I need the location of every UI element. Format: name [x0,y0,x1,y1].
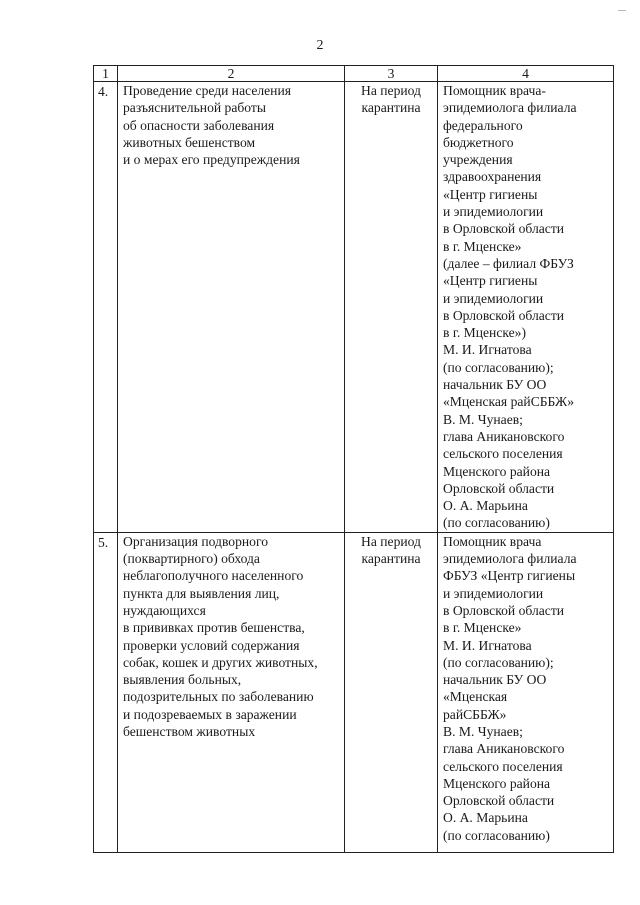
text-line: Помощник врача- [443,83,546,98]
text-line: карантина [361,551,421,567]
activity-cell [118,82,345,533]
text-line: и эпидемиологии [443,290,544,306]
text-line: сельского поселения [443,758,563,774]
text-line: Мценского района [443,775,551,791]
text-line: «Центр гигиены [443,186,538,202]
text-line: (поквартирного) обхода [123,551,260,567]
row-number: 5. [94,532,118,852]
text-line: и подозреваемых в заражении [123,706,297,722]
text-line: (по согласованию) [443,515,550,531]
responsible-cell [438,532,614,852]
text-line: «Центр гигиены [443,273,538,289]
text-line: бешенством животных [123,723,256,739]
text-line: (по согласованию); [443,359,554,375]
text-line: в Орловской области [443,602,565,618]
text-line: разъяснительной работы [123,100,266,116]
text-line: Помощник врача [443,533,542,549]
text-line: ФБУЗ «Центр гигиены [443,568,576,584]
text-line: На период [361,533,421,549]
text-line: проверки условий содержания [123,637,300,653]
text-line: глава Аникановского [443,428,565,444]
text-line: О. А. Марьина [443,498,528,514]
column-header-period: 3 [345,66,438,82]
period-cell [345,532,438,852]
text-line: О. А. Марьина [443,810,528,826]
text-line: в прививках против бешенства, [123,620,305,636]
text-line: в г. Мценске») [443,325,526,341]
text-line: пункта для выявления лиц, [123,585,280,601]
text-line: Мценского района [443,463,551,479]
text-line: М. И. Игнатова [443,637,532,653]
text-line: и эпидемиологии [443,585,544,601]
text-line: эпидемиолога филиала [443,551,577,567]
text-line: здравоохранения [443,169,542,185]
text-line: карантина [361,100,421,116]
text-line: Организация подворного [123,533,268,549]
text-line: неблагополучного населенного [123,568,304,584]
text-line: Орловской области [443,480,555,496]
text-line: (далее – филиал ФБУЗ [443,255,574,271]
text-line: На период [361,83,421,98]
text-line: учреждения [443,152,513,168]
text-line: и эпидемиологии [443,204,544,220]
text-line: бюджетного [443,134,514,150]
text-line: подозрительных по заболеванию [123,689,314,705]
text-line: собак, кошек и других животных, [123,654,318,670]
column-header-responsible: 4 [438,66,614,82]
text-line: начальник БУ ОО [443,377,547,393]
text-line: Проведение среди населения [123,83,291,98]
responsible-cell [438,82,614,533]
text-line: и о мерах его предупреждения [123,152,300,168]
text-line: федерального [443,117,523,133]
text-line: в г. Мценске» [443,620,522,636]
table-row [94,532,614,852]
measures-table [93,65,614,853]
activity-cell [118,532,345,852]
text-line: об опасности заболевания [123,117,275,133]
text-line: (по согласованию) [443,827,550,843]
text-line: нуждающихся [123,602,206,618]
table-header-row [94,66,614,82]
text-line: В. М. Чунаев; [443,411,523,427]
column-header-number: 1 [94,66,118,82]
text-line: эпидемиолога филиала [443,100,577,116]
page-number: 2 [316,38,324,53]
period-cell [345,82,438,533]
text-line: животных бешенством [123,134,256,150]
text-line: в Орловской области [443,307,565,323]
text-line: (по согласованию); [443,654,554,670]
text-line: Орловской области [443,793,555,809]
text-line: в г. Мценске» [443,238,522,254]
row-number: 4. [94,82,118,533]
table-row [94,82,614,533]
text-line: «Мценская райСББЖ» [443,394,575,410]
text-line: начальник БУ ОО [443,672,547,688]
text-line: М. И. Игнатова [443,342,532,358]
column-header-activity: 2 [118,66,345,82]
text-line: райСББЖ» [443,706,507,722]
text-line: выявления больных, [123,672,242,688]
text-line: в Орловской области [443,221,565,237]
text-line: В. М. Чунаев; [443,723,523,739]
text-line: «Мценская [443,689,508,705]
text-line: сельского поселения [443,446,563,462]
text-line: глава Аникановского [443,741,565,757]
scan-mark [618,10,626,11]
